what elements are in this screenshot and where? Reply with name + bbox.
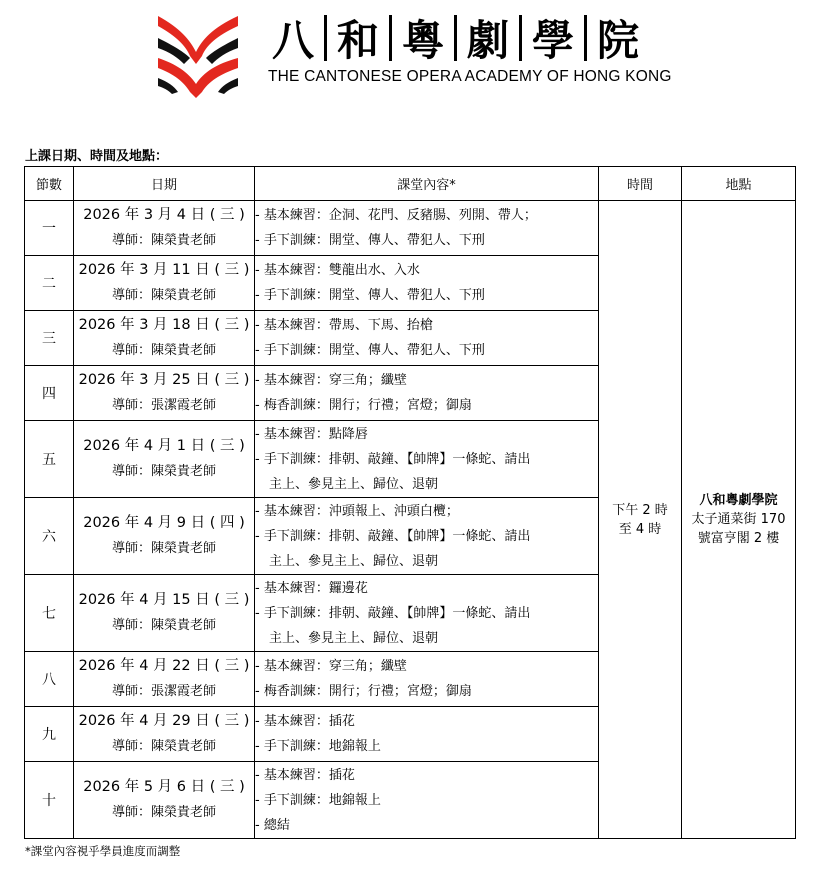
content-line: - 手下訓練：開堂、傳人、帶犯人、下刑 xyxy=(255,233,485,248)
session-date: 2026 年 4 月 9 日 ( 四 ) xyxy=(83,515,245,531)
header-time: 時間 xyxy=(599,167,682,201)
session-date: 2026 年 4 月 15 日 ( 三 ) xyxy=(78,592,250,608)
session-number: 四 xyxy=(25,366,74,421)
content-line: - 基本練習：雙龍出水、入水 xyxy=(255,263,420,278)
session-content xyxy=(255,366,599,421)
session-content xyxy=(255,421,599,498)
session-date-cell xyxy=(74,201,255,256)
session-date-cell xyxy=(74,762,255,839)
session-date-cell xyxy=(74,421,255,498)
session-date: 2026 年 3 月 18 日 ( 三 ) xyxy=(78,317,250,333)
session-date: 2026 年 5 月 6 日 ( 三 ) xyxy=(83,779,245,795)
venue-line: 八和粵劇學院 xyxy=(699,493,778,508)
session-date-cell xyxy=(74,652,255,707)
table-row xyxy=(25,201,796,256)
session-date: 2026 年 4 月 22 日 ( 三 ) xyxy=(78,658,250,674)
content-line: - 手下訓練：開堂、傳人、帶犯人、下刑 xyxy=(255,343,485,358)
content-line: - 梅香訓練：開行；行禮；宮燈；御扇 xyxy=(255,398,472,413)
content-line: - 基本練習：帶馬、下馬、抬槍 xyxy=(255,318,433,333)
content-line: - 基本練習：點降唇 xyxy=(255,426,368,442)
academy-title-chinese xyxy=(268,8,643,68)
session-date: 2026 年 3 月 11 日 ( 三 ) xyxy=(78,262,250,278)
class-time-line: 至 4 時 xyxy=(618,521,662,537)
session-teacher: 導師：陳榮貴老師 xyxy=(111,618,216,633)
title-divider xyxy=(324,15,327,61)
session-date: 2026 年 3 月 25 日 ( 三 ) xyxy=(78,372,250,388)
content-line: - 手下訓練：排朝、敲鐘、【帥牌】一條蛇、請出 xyxy=(255,528,531,544)
session-teacher: 導師：陳榮貴老師 xyxy=(111,739,216,754)
session-number: 二 xyxy=(25,256,74,311)
session-date: 2026 年 4 月 29 日 ( 三 ) xyxy=(78,713,250,729)
session-number: 八 xyxy=(25,652,74,707)
session-content xyxy=(255,311,599,366)
title-char: 劇 xyxy=(466,16,509,65)
content-line: 主上、參見主上、歸位、退朝 xyxy=(269,630,439,646)
title-divider xyxy=(454,15,457,61)
session-number: 六 xyxy=(25,498,74,575)
session-content xyxy=(255,652,599,707)
header-venue: 地點 xyxy=(682,167,796,201)
class-time-line: 下午 2 時 xyxy=(612,502,668,518)
content-line: - 手下訓練：排朝、敲鐘、【帥牌】一條蛇、請出 xyxy=(255,605,531,621)
session-date-cell xyxy=(74,366,255,421)
session-date-cell xyxy=(74,256,255,311)
session-teacher: 導師：陳榮貴老師 xyxy=(111,288,216,303)
table-header-row xyxy=(25,167,796,201)
content-line: - 基本練習：插花 xyxy=(255,714,355,729)
content-line: - 基本練習：企洞、花門、反豬腸、列開、帶人； xyxy=(255,208,537,223)
session-teacher: 導師：陳榮貴老師 xyxy=(111,805,216,820)
academy-logo xyxy=(150,8,246,98)
content-line: - 手下訓練：地錦報上 xyxy=(255,792,381,808)
content-line: - 手下訓練：地錦報上 xyxy=(255,739,381,754)
session-number: 五 xyxy=(25,421,74,498)
session-teacher: 導師：張潔霞老師 xyxy=(111,398,216,413)
header-content: 課堂內容* xyxy=(255,167,599,201)
session-date: 2026 年 4 月 1 日 ( 三 ) xyxy=(83,438,245,454)
session-number: 十 xyxy=(25,762,74,839)
content-line: - 基本練習：穿三角；纖壁 xyxy=(255,373,407,388)
session-date-cell xyxy=(74,498,255,575)
title-char: 學 xyxy=(531,16,574,65)
content-line: 主上、參見主上、歸位、退朝 xyxy=(269,553,439,569)
session-content xyxy=(255,575,599,652)
session-date-cell xyxy=(74,311,255,366)
session-content xyxy=(255,256,599,311)
content-line: - 基本練習：鑼邊花 xyxy=(255,580,368,596)
footnote: *課堂內容視乎學員進度而調整 xyxy=(25,844,181,858)
title-char: 粵 xyxy=(401,16,444,65)
schedule-caption: 上課日期、時間及地點： xyxy=(25,149,169,164)
session-number: 三 xyxy=(25,311,74,366)
content-line: - 總結 xyxy=(255,817,290,833)
session-teacher: 導師：陳榮貴老師 xyxy=(111,464,216,479)
session-teacher: 導師：陳榮貴老師 xyxy=(111,233,216,248)
content-line: - 基本練習：沖頭報上、沖頭白欖； xyxy=(255,503,459,519)
session-date: 2026 年 3 月 4 日 ( 三 ) xyxy=(83,207,245,223)
content-line: - 手下訓練：開堂、傳人、帶犯人、下刑 xyxy=(255,288,485,303)
session-teacher: 導師：陳榮貴老師 xyxy=(111,541,216,556)
session-date-cell xyxy=(74,575,255,652)
content-line: - 基本練習：插花 xyxy=(255,767,355,783)
table-body xyxy=(25,201,796,839)
title-char: 八 xyxy=(271,16,314,65)
title-divider xyxy=(389,15,392,61)
title-char: 和 xyxy=(336,16,379,65)
header xyxy=(0,0,822,110)
session-teacher: 導師：陳榮貴老師 xyxy=(111,343,216,358)
session-content xyxy=(255,762,599,839)
class-time xyxy=(599,201,682,839)
content-line: - 基本練習：穿三角；纖壁 xyxy=(255,659,407,674)
content-line: - 梅香訓練：開行；行禮；宮燈；御扇 xyxy=(255,684,472,699)
session-date-cell xyxy=(74,707,255,762)
academy-title-english: THE CANTONESE OPERA ACADEMY OF HONG KONG xyxy=(268,68,672,85)
session-number: 九 xyxy=(25,707,74,762)
header-date: 日期 xyxy=(74,167,255,201)
venue-line: 號富亨閣 2 樓 xyxy=(697,531,780,546)
content-line: - 手下訓練：排朝、敲鐘、【帥牌】一條蛇、請出 xyxy=(255,451,531,467)
session-teacher: 導師：張潔霞老師 xyxy=(111,684,216,699)
title-char: 院 xyxy=(596,16,639,65)
session-content xyxy=(255,707,599,762)
session-number: 七 xyxy=(25,575,74,652)
session-content xyxy=(255,498,599,575)
session-content xyxy=(255,201,599,256)
content-line: 主上、參見主上、歸位、退朝 xyxy=(269,476,439,492)
class-venue xyxy=(682,201,796,839)
header-session: 節數 xyxy=(25,167,74,201)
schedule-table xyxy=(24,166,796,839)
title-divider xyxy=(519,15,522,61)
venue-line: 太子通菜街 170 xyxy=(691,512,786,527)
session-number: 一 xyxy=(25,201,74,256)
title-divider xyxy=(584,15,587,61)
